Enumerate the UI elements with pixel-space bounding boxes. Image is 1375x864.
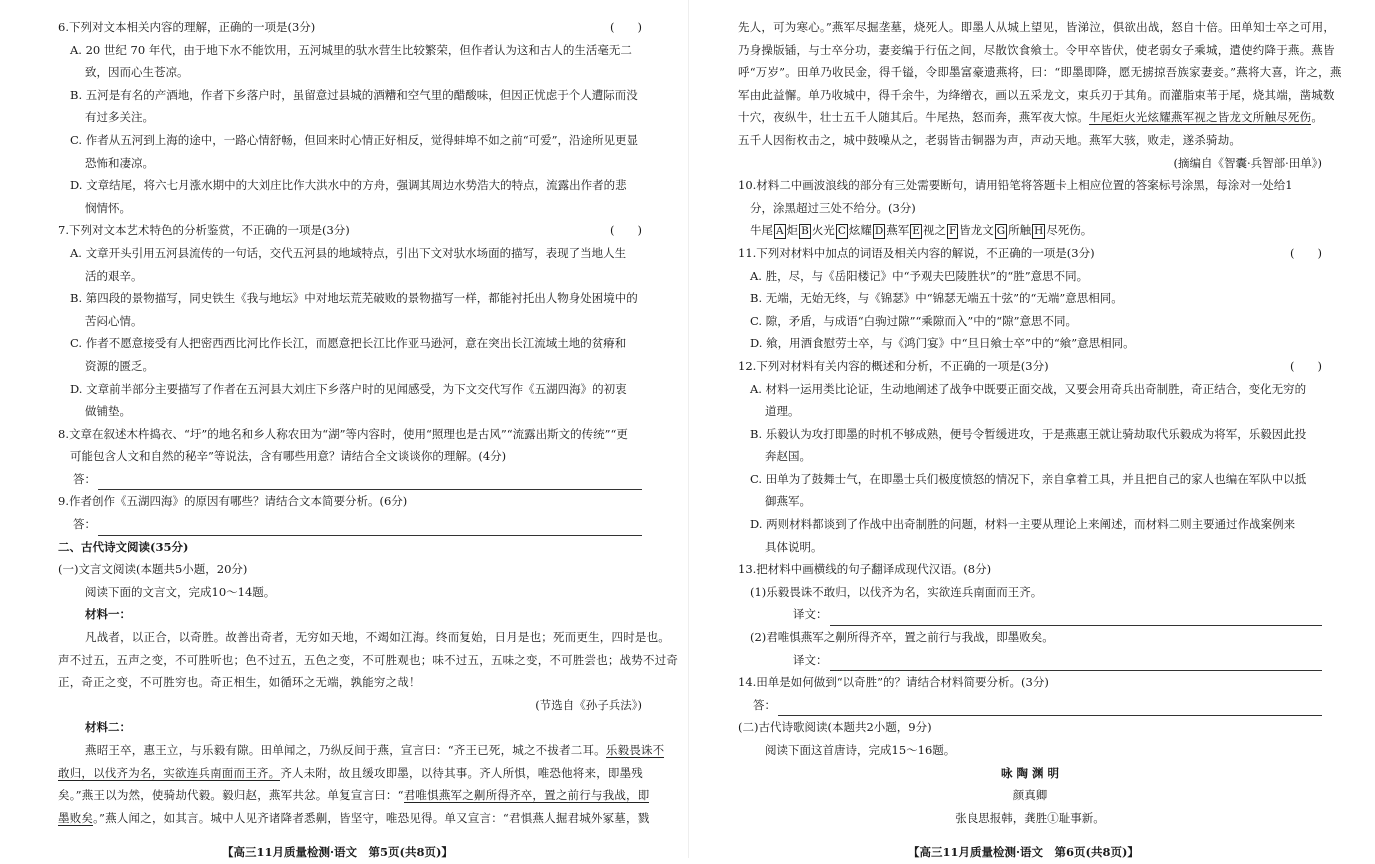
answer-blank[interactable] xyxy=(778,701,1322,716)
right-line xyxy=(738,84,1335,107)
left-page xyxy=(58,16,679,829)
right-line xyxy=(738,242,1322,265)
line-text: 五千人因衔枚击之，城中鼓噪从之，老弱皆击铜器为声，声动天地。燕军大骇，败走，遂杀骑劫。 xyxy=(738,132,1242,147)
line-text: 9.作者创作《五湖四海》的原因有哪些？请结合文本简要分析。(6分) xyxy=(58,494,408,509)
line-text: C. 田单为了鼓舞士气，在即墨士兵们极度愤怒的情况下，亲自拿着工具，并且把自己的家人也编在军队中以抵 xyxy=(750,471,1307,486)
line-text: 材料一： xyxy=(85,607,131,622)
right-line xyxy=(738,716,1322,739)
left-line xyxy=(58,219,642,242)
right-footer: 【高三11月质量检测·语文 第6页(共8页)】 xyxy=(908,845,1139,859)
underlined-text: 乐毅畏诛不 xyxy=(605,743,665,757)
right-line xyxy=(738,558,1322,581)
line-text: 8.文章在叙述木杵捣衣、“圩”的地名和乡人称农田为“湖”等内容时，使用“照理也是古风”“流露出斯文的传统”“更 xyxy=(58,426,628,441)
answer-label: 答： xyxy=(753,697,776,712)
left-line xyxy=(58,287,642,310)
line-text: 7.下列对文本艺术特色的分析鉴赏，不正确的一项是(3分) xyxy=(58,223,350,238)
left-line xyxy=(58,694,642,717)
line-text: 矣。”燕王以为然，使骑劫代毅。毅归赵，燕军共忿。单复宣言曰：“ xyxy=(58,788,404,803)
line-text: 道理。 xyxy=(765,404,800,419)
answer-label: 译文： xyxy=(793,652,828,667)
left-line xyxy=(58,762,642,785)
left-line xyxy=(58,807,650,830)
left-line xyxy=(58,468,642,491)
sentence-segment: 所触 xyxy=(1008,223,1032,238)
left-line xyxy=(58,174,642,197)
left-line xyxy=(58,739,665,762)
line-text: C. 作者从五河到上海的途中，一路心情舒畅，但回来时心情正好相反，觉得蚌埠不如之前“可爱”，沿途所见更显 xyxy=(70,132,638,147)
line-text: 恐怖和凄凉。 xyxy=(85,155,154,170)
right-line xyxy=(738,513,1322,536)
right-line xyxy=(738,694,1322,717)
page-divider xyxy=(688,0,689,858)
answer-box[interactable]: H xyxy=(1034,225,1044,238)
line-text: 十穴，夜纵牛，壮士五千人随其后。牛尾热，怒而奔，燕军夜大惊。 xyxy=(738,110,1089,125)
right-line xyxy=(738,219,1322,242)
line-text: A. 20 世纪 70 年代，由于地下水不能饮用，五河城里的驮水营生比较繁荣，但作者认为这和古人的生活毫无二 xyxy=(70,42,632,57)
right-line xyxy=(738,400,1322,423)
left-line xyxy=(58,265,642,288)
line-text: (摘编自《智囊·兵智部·田单》) xyxy=(1173,155,1322,170)
right-page xyxy=(738,16,1342,829)
answer-box[interactable]: E xyxy=(912,225,920,238)
line-text: D. 文章结尾，将六七月涨水期中的大刘庄比作大洪水中的方舟，强调其周边水势浩大的特点，流露出作者的悲 xyxy=(70,178,627,193)
right-line xyxy=(738,310,1322,333)
line-text: A. 文章开头引用五河县流传的一句话，交代五河县的地域特点，引出下文对驮水场面的描写，表现了当地人生 xyxy=(70,245,627,260)
answer-paren[interactable]: ( ) xyxy=(610,20,642,34)
answer-box[interactable]: G xyxy=(996,225,1006,238)
line-text: 燕昭王卒，惠王立，与乐毅有隙。田单闻之，乃纵反间于燕，宣言曰：“齐王已死，城之不拔者二耳。 xyxy=(85,743,606,757)
line-text: 10.材料二中画波浪线的部分有三处需要断句，请用铅笔将答题卡上相应位置的答案标号涂黑，每涂对一处给1 xyxy=(738,178,1293,193)
sentence-segment: 视之 xyxy=(922,223,946,238)
left-line xyxy=(58,513,642,536)
line-text: 苦闷心情。 xyxy=(85,313,143,328)
answer-blank[interactable] xyxy=(98,521,642,536)
line-text: 凡战者，以正合，以奇胜。故善出奇者，无穷如天地，不竭如江海。终而复始，日月是也；死而更生，四时是也。 xyxy=(85,630,670,645)
line-text: 颜真卿 xyxy=(1012,788,1048,803)
left-line xyxy=(58,490,642,513)
answer-blank[interactable] xyxy=(98,475,642,490)
line-text: 11.下列对材料中加点的词语及相关内容的解说，不正确的一项是(3分) xyxy=(738,245,1095,260)
line-text-after: 齐人未附，故且缓攻即墨，以待其事。齐人所惧，唯恐他将来，即墨残 xyxy=(280,765,644,780)
answer-label: 答： xyxy=(73,471,96,486)
left-line xyxy=(58,197,642,220)
right-line xyxy=(738,739,1322,762)
left-line xyxy=(58,603,642,626)
sentence-segment: 炬 xyxy=(786,223,799,238)
line-text: B. 第四段的景物描写，同史铁生《我与地坛》中对地坛荒芜破败的景物描写一样，都能衬托出人物身处困境中的 xyxy=(70,291,638,306)
line-text: 6.下列对文本相关内容的理解，正确的一项是(3分) xyxy=(58,20,316,34)
sentence-segment: 皆龙文 xyxy=(959,223,994,238)
left-line xyxy=(58,39,642,62)
left-line xyxy=(58,61,642,84)
left-line xyxy=(58,16,642,39)
line-text: A. 胜，尽，与《岳阳楼记》中“予观夫巴陵胜状”的“胜”意思不同。 xyxy=(750,268,1089,283)
sentence-segment: 燕军 xyxy=(886,223,910,238)
left-line xyxy=(58,400,642,423)
left-line xyxy=(58,310,642,333)
line-text: 咏 陶 渊 明 xyxy=(1000,765,1059,780)
line-text: 12.下列对材料有关内容的概述和分析，不正确的一项是(3分) xyxy=(738,358,1049,373)
left-line xyxy=(58,536,642,559)
line-text: 阅读下面这首唐诗，完成15～16题。 xyxy=(765,743,956,757)
line-text: (节选自《孙子兵法》) xyxy=(535,697,642,712)
line-text: 军由此益懈。单乃收城中，得千余牛，为绛缯衣，画以五采龙文，束兵刃于其角。而灌脂束苇于尾，烧其端，凿城数 xyxy=(738,87,1335,102)
line-text: (2)君唯惧燕军之劓所得齐卒，置之前行与我战，即墨败矣。 xyxy=(750,630,1054,645)
line-text: 御燕军。 xyxy=(765,494,811,509)
right-line xyxy=(738,490,1322,513)
left-line xyxy=(58,332,642,355)
answer-box[interactable]: D xyxy=(874,225,884,238)
left-line xyxy=(58,716,642,739)
right-line xyxy=(738,197,1322,220)
line-text: 材料二： xyxy=(85,720,131,735)
right-line xyxy=(738,784,1322,807)
line-text: B. 无端，无始无终，与《锦瑟》中“锦瑟无端五十弦”的“无端”意思相同。 xyxy=(750,291,1123,306)
right-line xyxy=(738,332,1322,355)
line-text: 声不过五，五声之变，不可胜听也；色不过五，五色之变，不可胜观也；味不过五，五味之变，不可胜尝也；战势不过奇 xyxy=(58,652,679,667)
line-text: 活的艰辛。 xyxy=(85,268,143,283)
line-text: 致，因而心生苍凉。 xyxy=(85,65,189,80)
left-line xyxy=(58,671,642,694)
left-line xyxy=(58,355,642,378)
answer-box[interactable]: B xyxy=(801,225,809,238)
line-text: 悯情怀。 xyxy=(85,200,131,215)
line-text: (一)文言文阅读(本题共5小题，20分) xyxy=(58,562,248,577)
line-text: (1)乐毅畏诛不敢归，以伐齐为名，实欲连兵南面而王齐。 xyxy=(750,584,1043,599)
answer-paren[interactable]: ( ) xyxy=(610,223,642,238)
line-text: 先人，可为寒心。”燕军尽掘垄墓，烧死人。即墨人从城上望见，皆涕泣，俱欲出战，怒自十倍。田单知士卒之可用， xyxy=(738,20,1336,34)
right-line xyxy=(738,626,1322,649)
left-line xyxy=(58,152,642,175)
left-line xyxy=(58,784,650,807)
sentence-segment: 尽死伤。 xyxy=(1046,223,1093,238)
answer-blank[interactable] xyxy=(830,656,1323,671)
line-text: 呼“万岁”。田单乃收民金，得千镒，令即墨富豪遗燕将，曰：“即墨即降，愿无掳掠吾族家妻妾。”燕将大喜，许之，燕 xyxy=(738,65,1342,80)
right-line xyxy=(738,603,1322,626)
underlined-text: 敢归，以伐齐为名，实欲连兵南面而王齐。 xyxy=(58,765,281,780)
left-line xyxy=(58,129,642,152)
right-line xyxy=(738,378,1322,401)
right-line xyxy=(738,106,1322,129)
underlined-text: 墨败矣 xyxy=(58,810,94,825)
right-line xyxy=(738,649,1322,672)
underlined-text: 牛尾炬火光炫耀燕军视之皆龙文所触尽死伤 xyxy=(1089,110,1312,125)
line-text: D. 飨，用酒食慰劳士卒，与《鸿门宴》中“旦日飨士卒”中的“飨”意思相同。 xyxy=(750,336,1135,351)
right-line xyxy=(738,39,1335,62)
right-line xyxy=(738,16,1336,39)
line-text: 做铺垫。 xyxy=(85,404,131,419)
line-text: 二、古代诗文阅读(35分) xyxy=(58,539,189,554)
line-text: 奔赵国。 xyxy=(765,449,811,464)
line-text: D. 两则材料都谈到了作战中出奇制胜的问题，材料一主要从理论上来阐述，而材料二则主要通过作战案例来 xyxy=(750,517,1296,532)
right-line xyxy=(738,355,1322,378)
right-line xyxy=(738,174,1322,197)
line-text: C. 作者不愿意接受有人把密西西比河比作长江，而愿意把长江比作亚马逊河，意在突出长江流域土地的贫瘠和 xyxy=(70,336,627,351)
sentence-segment: 炫耀 xyxy=(848,223,872,238)
line-text: A. 材料一运用类比论证，生动地阐述了战争中既要正面交战，又要会用奇兵出奇制胜，奇正结合，变化无穷的 xyxy=(750,381,1307,396)
answer-label: 答： xyxy=(73,517,96,532)
answer-box[interactable]: C xyxy=(837,225,846,238)
right-line xyxy=(738,468,1322,491)
line-text: 张良思报韩，龚胜①耻事新。 xyxy=(955,810,1105,825)
answer-paren[interactable]: ( ) xyxy=(1290,245,1322,260)
left-line xyxy=(58,581,642,604)
line-text: B. 乐毅认为攻打即墨的时机不够成熟，便号令暂缓进攻，于是燕惠王就让骑劫取代乐毅成为将军，乐毅因此投 xyxy=(750,426,1307,441)
answer-paren[interactable]: ( ) xyxy=(1290,358,1322,373)
answer-box[interactable]: F xyxy=(948,225,957,238)
left-line xyxy=(58,626,670,649)
left-line xyxy=(58,445,642,468)
line-text: 资源的匮乏。 xyxy=(85,358,154,373)
line-text: D. 文章前半部分主要描写了作者在五河县大刘庄下乡落户时的见闻感受，为下文交代写作《五湖四海》的初衷 xyxy=(70,381,627,396)
right-line xyxy=(738,129,1322,152)
left-line xyxy=(58,378,642,401)
line-text-after: 。”燕人闻之，如其言。城中人见齐诸降者悉劓，皆坚守，唯恐见得。单又宣言：“君惧燕人掘君城外冢墓，戮 xyxy=(93,810,650,825)
left-line xyxy=(58,558,642,581)
right-line xyxy=(738,287,1322,310)
left-line xyxy=(58,106,642,129)
line-text: 乃身操版锸，与士卒分功，妻妾编于行伍之间，尽散饮食飨士。令甲卒皆伏，使老弱女子乘城，遣使约降于燕。燕皆 xyxy=(738,42,1335,57)
answer-blank[interactable] xyxy=(830,611,1323,626)
answer-label: 译文： xyxy=(793,607,828,622)
left-line xyxy=(58,242,642,265)
sentence-segment: 火光 xyxy=(811,223,835,238)
line-text: (二)古代诗歌阅读(本题共2小题，9分) xyxy=(738,720,932,735)
right-line xyxy=(738,61,1342,84)
line-text: 具体说明。 xyxy=(765,539,823,554)
sentence-segment: 牛尾 xyxy=(750,223,773,238)
underlined-text: 君唯惧燕军之劓所得齐卒，置之前行与我战，即 xyxy=(403,788,650,803)
left-line xyxy=(58,649,679,672)
right-line xyxy=(738,265,1322,288)
right-line xyxy=(738,807,1322,830)
line-text: 可能包含人文和自然的秘辛”等说法，含有哪些用意？请结合全文谈谈你的理解。(4分) xyxy=(70,449,507,464)
line-text: B. 五河是有名的产酒地，作者下乡落户时，虽留意过县城的酒糟和空气里的醋酸味，但因正忧虑于个人遭际而没 xyxy=(70,87,638,102)
line-text: 13.把材料中画横线的句子翻译成现代汉语。(8分) xyxy=(738,562,992,577)
line-text: 14.田单是如何做到“以奇胜”的？请结合材料简要分析。(3分) xyxy=(738,675,1049,690)
right-line xyxy=(738,152,1322,175)
left-footer: 【高三11月质量检测·语文 第5页(共8页)】 xyxy=(222,845,453,859)
right-line xyxy=(738,581,1322,604)
left-line xyxy=(58,423,642,446)
right-line xyxy=(738,671,1322,694)
right-line xyxy=(738,423,1322,446)
line-text: 分，涂黑超过三处不给分。(3分) xyxy=(750,200,916,215)
answer-box[interactable]: A xyxy=(776,225,784,238)
line-text: 有过多关注。 xyxy=(85,110,154,125)
left-line xyxy=(58,84,642,107)
line-text-after: 。 xyxy=(1311,110,1324,125)
line-text: C. 隙，矛盾，与成语“白驹过隙”“乘隙而入”中的“隙”意思不同。 xyxy=(750,313,1077,328)
right-line xyxy=(738,762,1322,785)
right-line xyxy=(738,445,1322,468)
right-line xyxy=(738,536,1322,559)
line-text: 正，奇正之变，不可胜穷也。奇正相生，如循环之无端，孰能穷之哉！ xyxy=(58,675,421,690)
line-text: 阅读下面的文言文，完成10～14题。 xyxy=(85,584,276,599)
